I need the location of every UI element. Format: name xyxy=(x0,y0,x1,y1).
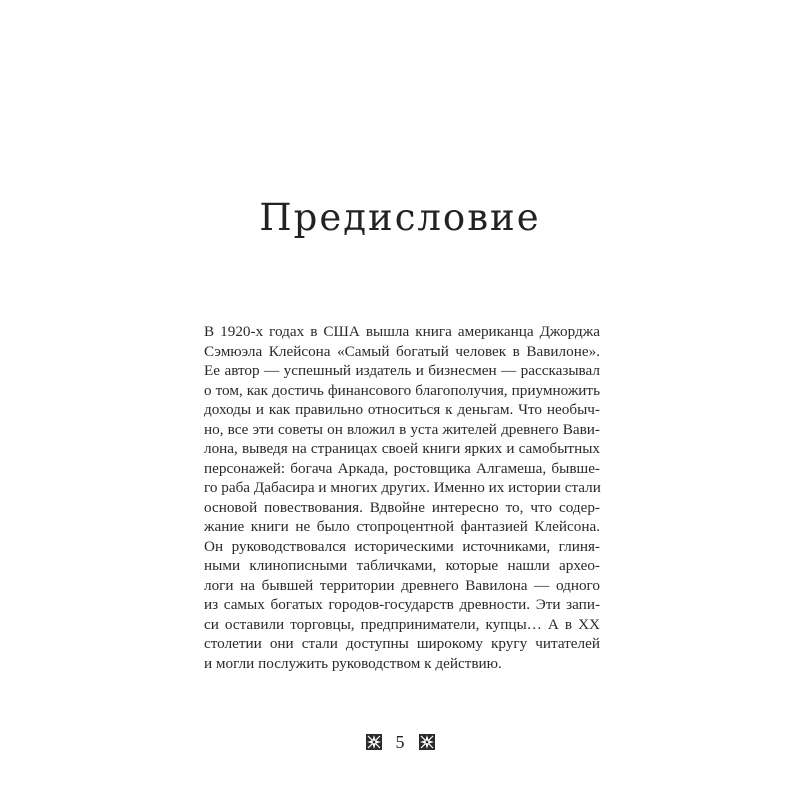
paragraph-line: В 1920-х годах в США вышла книга американца Джорджа xyxy=(204,323,600,340)
paragraph-line: жание книги не было стопроцентной фантазией Клейсона. xyxy=(204,518,600,535)
paragraph-line: Ее автор — успешный издатель и бизнесмен — рассказывал xyxy=(204,362,600,379)
paragraph-line: Он руководствовался историческими источниками, глиня- xyxy=(204,537,600,555)
paragraph-line: но, все эти советы он вложил в уста жителей древнего Вави- xyxy=(204,420,600,438)
paragraph-line: доходы и как правильно относиться к деньгам. Что необыч- xyxy=(204,401,600,418)
paragraph-line: о том, как достичь финансового благополучия, приумножить xyxy=(204,381,600,399)
paragraph-line: и могли послужить руководством к действию. xyxy=(204,654,502,672)
page-number: 5 xyxy=(395,732,405,752)
paragraph-line: го раба Дабасира и многих других. Именно их истории стали xyxy=(204,479,601,496)
chapter-title: Предисловие xyxy=(259,196,541,239)
paragraph-line: персонажей: богача Аркада, ростовщика Алгамеша, бывше- xyxy=(204,459,600,477)
paragraph-line: си оставили торговцы, предприниматели, купцы… А в XX xyxy=(204,615,600,633)
paragraph-line: ными клинописными табличками, которые нашли архео- xyxy=(204,557,600,574)
paragraph-line: лона, выведя на страницах своей книги ярких и самобытных xyxy=(204,440,600,457)
body-paragraph xyxy=(204,322,600,673)
paragraph-line: столетии они стали доступны широкому кругу читателей xyxy=(204,635,600,652)
cross-ornament-icon xyxy=(419,734,435,750)
page-footer xyxy=(0,733,800,751)
paragraph-line: логи на бывшей территории древнего Вавилона — одного xyxy=(204,576,600,594)
cross-ornament-icon xyxy=(366,734,382,750)
paragraph-line: Сэмюэла Клейсона «Самый богатый человек в Вавилоне». xyxy=(204,342,600,360)
paragraph-line: из самых богатых городов-государств древности. Эти запи- xyxy=(204,596,600,613)
paragraph-line: основой повествования. Вдвойне интересно то, что содер- xyxy=(204,498,600,516)
